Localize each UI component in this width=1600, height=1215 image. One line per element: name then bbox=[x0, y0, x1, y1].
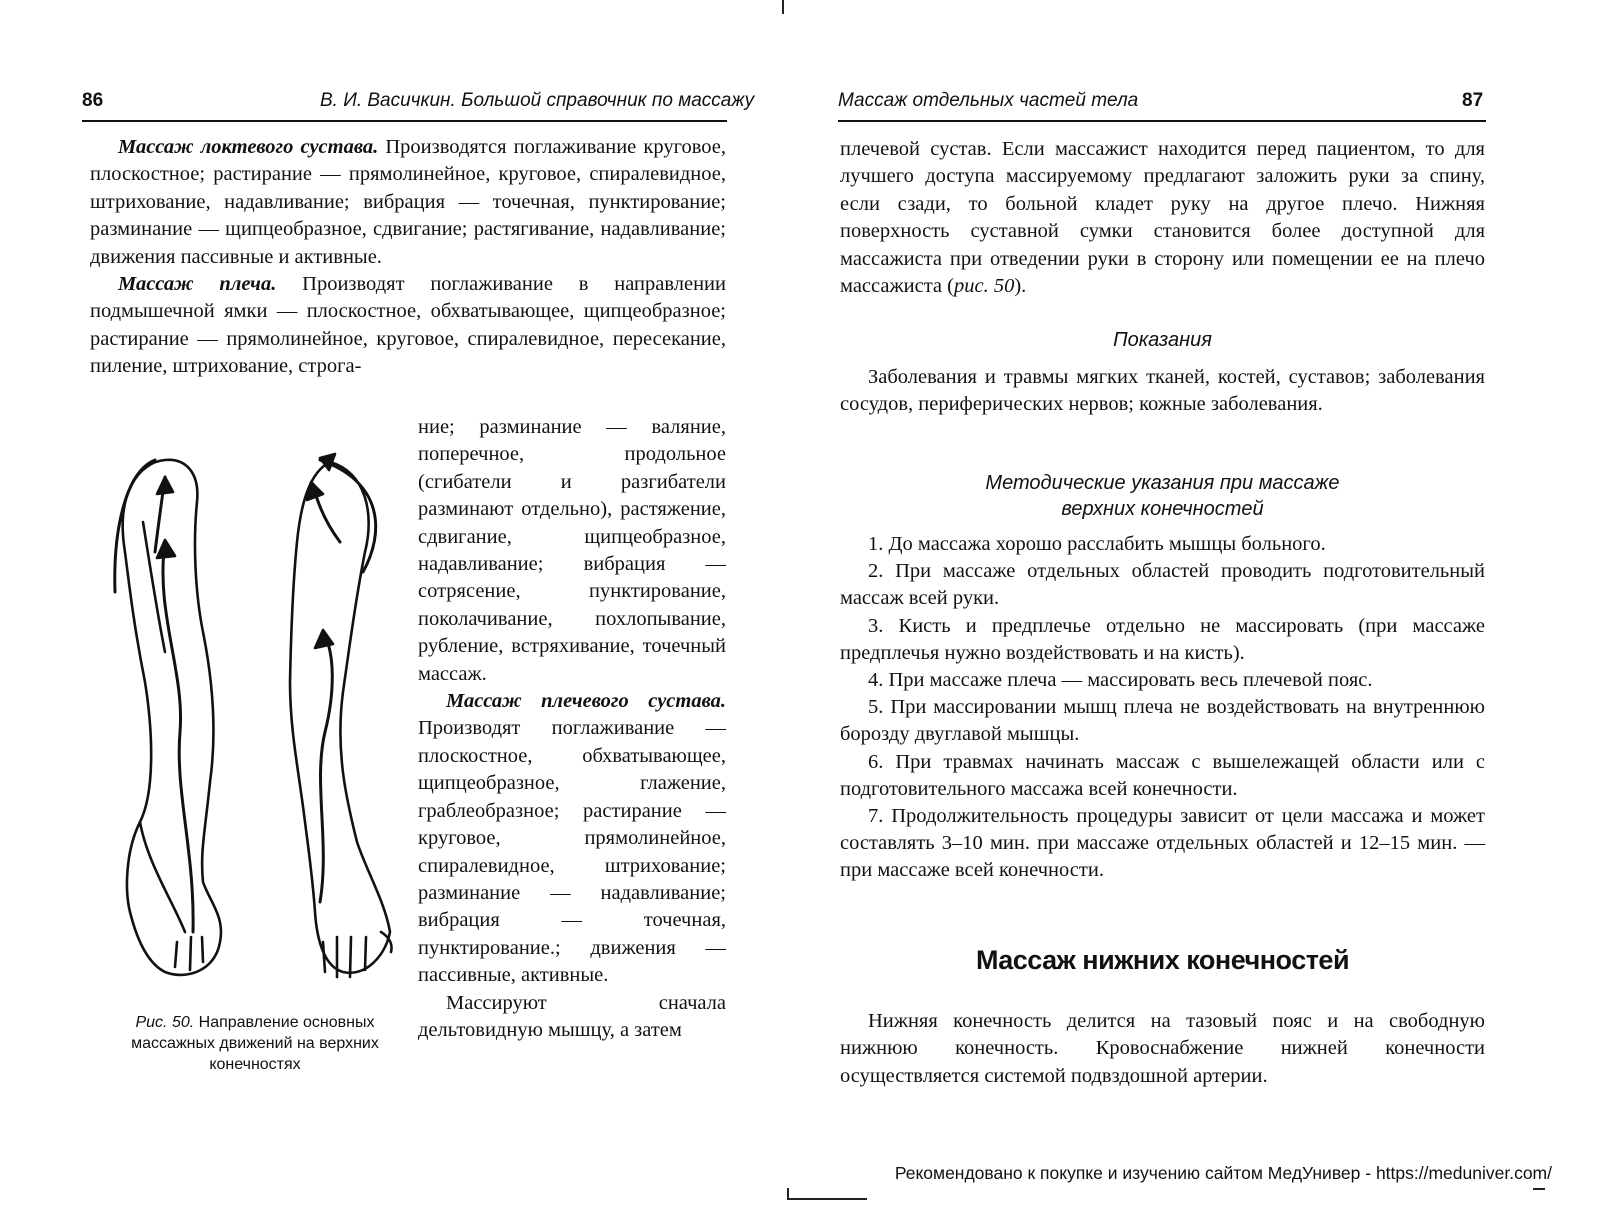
left-body-top bbox=[90, 134, 726, 381]
crop-mark-top bbox=[782, 0, 784, 14]
deltoid-paragraph: Массируют сначала дельтовидную мышцу, а затем bbox=[418, 991, 726, 1041]
right-arm-arrows bbox=[307, 454, 376, 902]
left-palm-line bbox=[140, 822, 185, 932]
shoulder-joint-lead: Массаж плечевого сустава. bbox=[446, 690, 726, 713]
continuation-end: ). bbox=[1014, 275, 1027, 298]
figure-caption-text: Направление основных массажных движений на верхних конечностях bbox=[131, 1014, 379, 1073]
chapter-title: Массаж нижних конечностей bbox=[975, 945, 1350, 975]
figure-caption bbox=[100, 1012, 410, 1075]
continuation-text: плечевой сустав. Если массажист находится перед пациентом, то для лучшего доступа массируемому предлагают заложить руки за спину, если сзади, то больной кладет руку на другое плечо. Нижняя поверхность суставной сумки становится более доступной для массажиста при отведении руки в сторону или помещении ее на плечо массажиста ( bbox=[840, 138, 1485, 298]
guideline-item: 2. При массаже отдельных областей проводить подготовительный массаж всей руки. bbox=[840, 560, 1485, 610]
left-arm-shape bbox=[123, 460, 221, 975]
elbow-text: Производятся поглаживание круговое, плоскостное; растирание — прямолинейное, круговое, спиралевидное, штрихование, надавливание; вибрация — точечная, пунктирование; разминание — щипцеобразное, сдвигание; растягивание, надавливание; движения пассивные и активные. bbox=[90, 136, 726, 268]
figure-caption-num: Рис. 50. bbox=[135, 1014, 195, 1031]
shoulder-paragraph bbox=[90, 271, 726, 381]
right-continuation bbox=[840, 136, 1485, 300]
indications-text: Заболевания и травмы мягких тканей, костей, суставов; заболевания сосудов, периферических нервов; кожные заболевания. bbox=[840, 366, 1485, 416]
header-rule-right bbox=[838, 120, 1486, 122]
right-arrowhead-3 bbox=[315, 630, 333, 648]
shoulder-joint-text: Производят поглаживание — плоскостное, обхватывающее, щипцеобразное, глажение, граблеобразное; растирание — круговое, прямолинейное, спиралевидное, штрихование; разминание — надавливание; вибрация — точечная, пунктирование.; движения — пассивные, активные. bbox=[418, 717, 726, 987]
left-finger-lines bbox=[175, 937, 203, 970]
guidelines-list bbox=[840, 531, 1485, 885]
lower-limb-body bbox=[840, 1008, 1485, 1090]
running-title-right: Массаж отдельных частей тела bbox=[838, 90, 1139, 111]
header-rule-left bbox=[82, 120, 727, 122]
guidelines-heading-line-1: Методические указания при массаже bbox=[985, 472, 1340, 494]
left-arm-outline bbox=[123, 460, 221, 975]
crop-mark-right bbox=[1533, 1188, 1545, 1190]
guideline-item: 5. При массировании мышц плеча не воздействовать на внутреннюю борозду двуглавой мышцы. bbox=[840, 696, 1485, 746]
guidelines-heading-line-2: верхних конечностей bbox=[1061, 498, 1264, 520]
right-page bbox=[800, 0, 1600, 1215]
guideline-item: 3. Кисть и предплечье отдельно не массировать (при массаже предплечья нужно воздействовать и на кисть). bbox=[840, 614, 1485, 664]
guidelines-heading bbox=[840, 470, 1485, 522]
page-number-left: 86 bbox=[82, 90, 104, 111]
left-arrow-shoulder-outer bbox=[115, 460, 155, 592]
crop-mark-bottom bbox=[787, 1198, 867, 1200]
shoulder-text-full: Производят поглаживание в направлении подмышечной ямки — плоскостное, обхватывающее, щипцеобразное; растирание — прямолинейное, круговое, спиралевидное, пересекание, пиление, штрихование, строга- bbox=[90, 273, 726, 378]
figure-ref: рис. 50 bbox=[953, 275, 1015, 298]
left-bicep-line bbox=[143, 522, 165, 652]
running-title-left: В. И. Васичкин. Большой справочник по массажу bbox=[320, 90, 755, 111]
arms-figure bbox=[85, 432, 415, 992]
shoulder-text-narrow: ние; разминание — валяние, поперечное, продольное (сгибатели и разгибатели разминают отдельно), растяжение, сдвигание, щипцеобразное, надавливание; вибрация — сотрясение, пунктирование, поколачивание, похлопывание, рубление, встряхивание, точечный массаж. bbox=[418, 416, 726, 685]
left-arrowhead-2 bbox=[157, 540, 175, 558]
shoulder-joint-paragraph bbox=[418, 688, 726, 989]
guideline-item: 7. Продолжительность процедуры зависит от цели массажа и может составлять 3–10 мин. при массаже отдельных областей и 12–15 мин. — при массаже всей конечности. bbox=[840, 805, 1485, 882]
left-arrowhead-1 bbox=[157, 477, 173, 494]
left-body-narrow bbox=[418, 414, 726, 1044]
guideline-item: 1. До массажа хорошо расслабить мышцы больного. bbox=[868, 533, 1326, 555]
guideline-item: 6. При травмах начинать массаж с вышележащей области или с подготовительного массажа всей конечности. bbox=[840, 750, 1485, 800]
shoulder-lead: Массаж плеча. bbox=[118, 273, 277, 296]
elbow-paragraph bbox=[90, 134, 726, 271]
guideline-item: 4. При массаже плеча — массировать весь плечевой пояс. bbox=[868, 669, 1373, 692]
right-arrow-long bbox=[320, 632, 332, 902]
right-arrowhead-2 bbox=[307, 482, 323, 500]
lower-limb-text: Нижняя конечность делится на тазовый пояс и на свободную нижнюю конечность. Кровоснабжение нижней конечности осуществляется системой подвздошной артерии. bbox=[840, 1010, 1485, 1087]
page-number-right: 87 bbox=[1462, 90, 1484, 111]
footer-recommendation: Рекомендовано к покупке и изучению сайтом МедУнивер - https://meduniver.com/ bbox=[894, 1163, 1552, 1183]
indications-heading: Показания bbox=[1113, 329, 1212, 351]
left-arm-arrows bbox=[115, 460, 193, 932]
elbow-lead: Массаж локтевого сустава. bbox=[118, 136, 379, 158]
left-arrow-long bbox=[163, 542, 193, 932]
continuation-paragraph bbox=[840, 136, 1485, 300]
indications-body bbox=[840, 364, 1485, 419]
